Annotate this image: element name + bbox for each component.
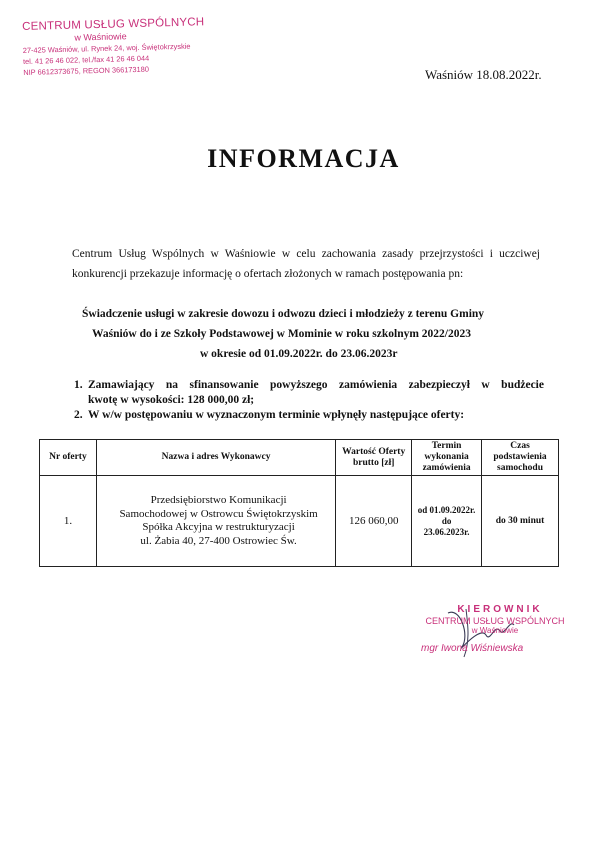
point-text: W w/w postępowaniu w wyznaczonym terminie wpłynęły następujące oferty: <box>88 409 465 421</box>
stamp-ids: NIP 6612373675, REGON 366173180 <box>23 64 150 77</box>
document-heading: INFORMACJA <box>207 144 400 173</box>
offer-nr: 1. <box>40 476 97 567</box>
points-list <box>74 378 544 423</box>
contractor-line: Samochodowej w Ostrowcu Świętokrzyskim <box>119 507 318 520</box>
header-term: Termin wykonania zamówienia <box>412 440 482 476</box>
offer-contractor <box>96 476 335 567</box>
point-text: kwotę w wysokości: 128 000,00 zł; <box>88 394 255 406</box>
subject-line-1: Świadczenie usługi w zakresie dowozu i odwozu dzieci i młodzieży z terenu Gminy <box>82 308 485 320</box>
term-line: od 01.09.2022r. <box>417 504 476 515</box>
procurement-subject <box>80 304 540 364</box>
table-row <box>40 476 559 567</box>
header-name: Nazwa i adres Wykonawcy <box>96 440 335 476</box>
stamp-subtitle: w Waśniowie <box>74 31 127 43</box>
stamp-phone: tel. 41 26 46 022, tel./fax 41 26 46 044 <box>22 53 150 66</box>
signature-name: mgr Iwona Wiśniewska <box>421 643 524 654</box>
offers-table <box>39 439 559 567</box>
offer-term <box>412 476 482 567</box>
intro-line-2: konkurencji przekazuje informację o ofertach złożonych w ramach postępowania pn: <box>72 268 464 280</box>
intro-paragraph <box>72 244 540 284</box>
document-date: Waśniów 18.08.2022r. <box>425 67 542 82</box>
point-number: 2. <box>74 409 83 421</box>
table-header-row <box>40 440 559 476</box>
offer-time: do 30 minut <box>482 476 559 567</box>
company-stamp <box>22 16 213 77</box>
contractor-line: ul. Żabia 40, 27-400 Ostrowiec Św. <box>140 534 297 547</box>
stamp-title: CENTRUM USŁUG WSPÓLNYCH <box>22 16 205 33</box>
header-time: Czas podstawienia samochodu <box>482 440 559 476</box>
header-nr: Nr oferty <box>40 440 97 476</box>
term-line: do <box>441 515 452 526</box>
signature-org: CENTRUM USŁUG WSPÓLNYCH <box>425 616 565 626</box>
stamp-address: 27-425 Waśniów, ul. Rynek 24, woj. Świętokrzyskie <box>22 41 191 55</box>
signature-place: w Waśniowie <box>471 626 519 635</box>
contractor-line: Przedsiębiorstwo Komunikacji <box>150 494 287 506</box>
contractor-line: Spółka Akcyjna w restrukturyzacji <box>142 521 295 533</box>
subject-line-2: Waśniów do i ze Szkoły Podstawowej w Mominie w roku szkolnym 2022/2023 <box>92 328 471 340</box>
point-2 <box>74 408 544 423</box>
point-text: Zamawiający na sfinansowanie powyższego zamówienia zabezpieczył w budżecie <box>88 379 544 391</box>
signature-title: KIEROWNIK <box>457 604 543 615</box>
subject-line-3: w okresie od 01.09.2022r. do 23.06.2023r <box>200 348 398 360</box>
offer-value: 126 060,00 <box>336 476 412 567</box>
signature-stamp <box>395 604 595 654</box>
point-1 <box>74 378 544 408</box>
intro-line-1: Centrum Usług Wspólnych w Waśniowie w celu zachowania zasady przejrzystości i uczciwej <box>72 248 540 260</box>
point-number: 1. <box>74 379 83 391</box>
header-value: Wartość Oferty brutto [zł] <box>336 440 412 476</box>
term-line: 23.06.2023r. <box>423 526 470 537</box>
